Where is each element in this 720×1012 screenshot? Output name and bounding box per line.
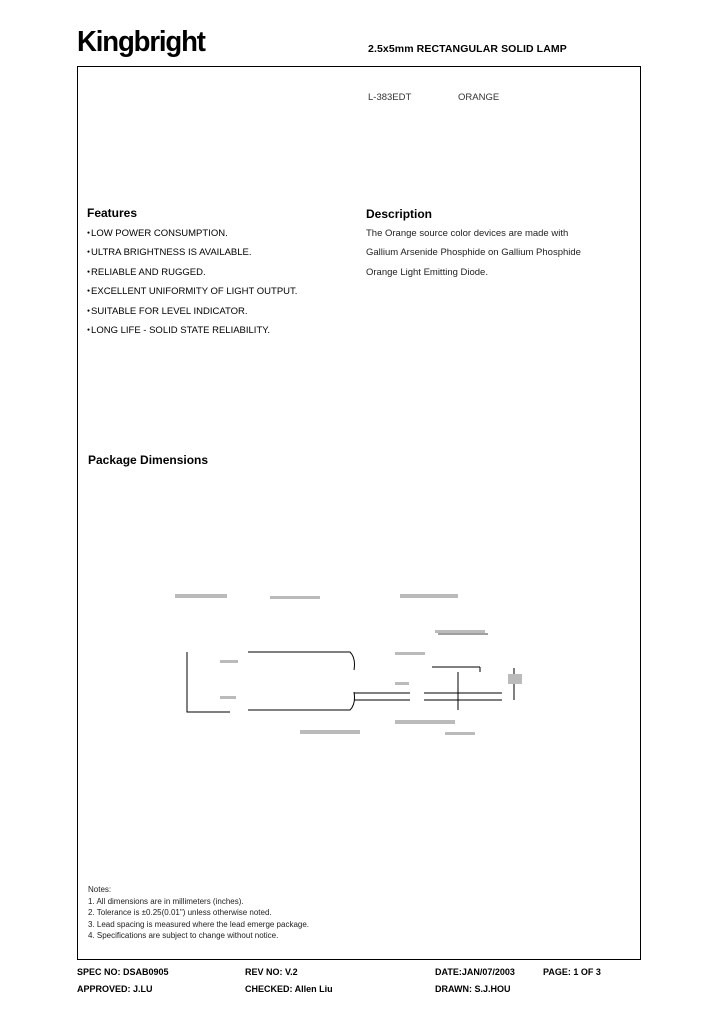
- features-heading: Features: [87, 206, 138, 220]
- checked-by: CHECKED: Allen Liu: [245, 984, 333, 994]
- feature-item: ● ULTRA BRIGHTNESS IS AVAILABLE.: [87, 246, 297, 265]
- package-dimensions-heading: Package Dimensions: [88, 453, 209, 467]
- notes-line: 3. Lead spacing is measured where the lead emerge package.: [88, 919, 310, 929]
- notes-line: Notes:: [88, 885, 112, 894]
- feature-item: ● LOW POWER CONSUMPTION.: [87, 227, 297, 246]
- content-frame: [77, 66, 641, 960]
- description-heading: Description: [366, 207, 433, 221]
- brand-logo: Kingbright: [77, 26, 205, 58]
- feature-item: ● EXCELLENT UNIFORMITY OF LIGHT OUTPUT.: [87, 285, 297, 304]
- description-line: Gallium Arsenide Phosphide on Gallium Phosphide: [366, 247, 581, 259]
- notes-line: 1. All dimensions are in millimeters (inches).: [88, 896, 244, 906]
- drawn-by: DRAWN: S.J.HOU: [435, 984, 511, 994]
- feature-item: ● RELIABLE AND RUGGED.: [87, 266, 297, 285]
- revision-number: REV NO: V.2: [245, 967, 298, 977]
- notes-line: 2. Tolerance is ±0.25(0.01") unless otherwise noted.: [88, 908, 272, 918]
- notes-line: 4. Specifications are subject to change without notice.: [88, 931, 279, 941]
- part-color: ORANGE: [458, 92, 500, 103]
- notes: [88, 885, 309, 943]
- page-number: PAGE: 1 OF 3: [543, 967, 601, 977]
- approved-by: APPROVED: J.LU: [77, 984, 153, 994]
- part-number: L-383EDT: [368, 92, 412, 103]
- description-text: [366, 228, 616, 286]
- feature-item: ● SUITABLE FOR LEVEL INDICATOR.: [87, 305, 297, 324]
- feature-item: ● LONG LIFE - SOLID STATE RELIABILITY.: [87, 324, 297, 343]
- package-dimension-drawing: [170, 582, 540, 752]
- document-date: DATE:JAN/07/2003: [435, 967, 515, 977]
- features-list: [87, 227, 297, 343]
- document-title: 2.5x5mm RECTANGULAR SOLID LAMP: [368, 43, 567, 55]
- spec-number: SPEC NO: DSAB0905: [77, 967, 169, 977]
- description-line: Orange Light Emitting Diode.: [366, 266, 488, 278]
- description-line: The Orange source color devices are made with: [366, 228, 569, 239]
